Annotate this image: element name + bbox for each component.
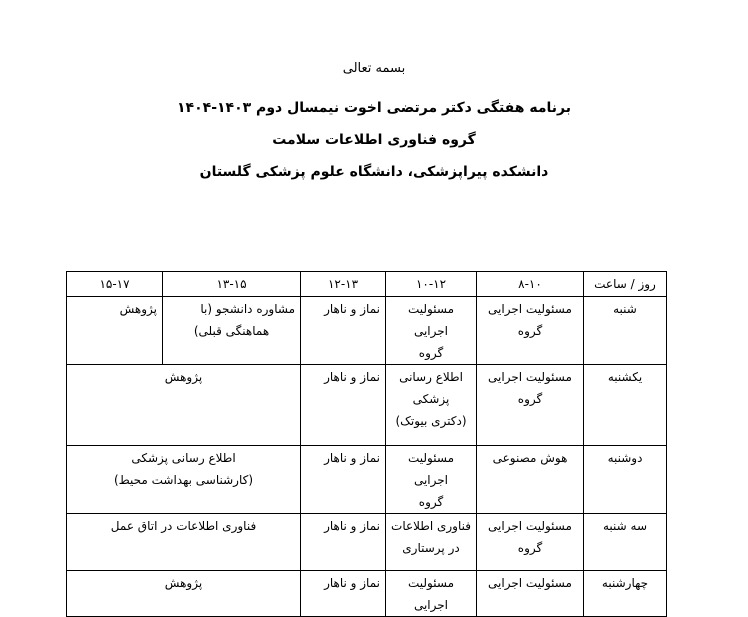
header-slot-10-12: ۱۰-۱۲: [386, 272, 477, 297]
slot-cell: [477, 365, 584, 446]
table-header-row: [67, 272, 667, 297]
slot-cell-merged: فناوری اطلاعات در اتاق عمل: [67, 514, 301, 571]
cell-line: گروه: [418, 495, 444, 509]
slot-cell: پژوهش: [67, 297, 163, 365]
day-cell: سه شنبه: [584, 514, 667, 571]
header-slot-12-13: ۱۲-۱۳: [301, 272, 386, 297]
slot-cell: [386, 514, 477, 571]
slot-cell: مسئولیت اجرایی: [386, 571, 477, 617]
header-slot-15-17: ۱۵-۱۷: [67, 272, 163, 297]
header-slot-8-10: ۸-۱۰: [477, 272, 584, 297]
cell-line: اطلاع رسانی: [399, 370, 463, 384]
cell-line: (کارشناسی بهداشت محیط): [113, 473, 254, 487]
cell-line: گروه: [517, 324, 543, 338]
slot-cell-merged: [67, 446, 301, 514]
cell-line: گروه: [517, 392, 543, 406]
cell-line: گروه: [418, 346, 444, 360]
slot-cell: [163, 297, 301, 365]
slot-cell: نماز و ناهار: [301, 514, 386, 571]
cell-line: گروه: [517, 541, 543, 555]
day-cell: شنبه: [584, 297, 667, 365]
slot-cell: مسئولیت اجرایی: [477, 571, 584, 617]
slot-cell: [386, 446, 477, 514]
slot-cell: [477, 297, 584, 365]
cell-line: مسئولیت اجرایی: [407, 451, 454, 487]
cell-line: (دکتری بیوتک): [395, 414, 467, 428]
slot-cell-merged: پژوهش: [67, 571, 301, 617]
cell-line: در پرستاری: [402, 541, 460, 555]
slot-cell: [386, 297, 477, 365]
department-title: گروه فناوری اطلاعات سلامت: [272, 132, 476, 148]
cell-line: هماهنگی قبلی): [193, 324, 270, 338]
table-row: [67, 365, 667, 446]
slot-cell: هوش مصنوعی: [477, 446, 584, 514]
table-row: [67, 514, 667, 571]
slot-cell-merged: پژوهش: [67, 365, 301, 446]
cell-line: مشاوره دانشجو (با: [200, 302, 295, 316]
bismillah-heading: بسمه تعالی: [342, 61, 406, 76]
cell-line: پزشکی: [412, 392, 450, 406]
schedule-title: برنامه هفتگی دکتر مرتضی اخوت نیمسال دوم ۱۴۰۳-۱۴۰۴: [177, 100, 571, 116]
weekly-schedule-table: [66, 271, 667, 617]
header-slot-13-15: ۱۳-۱۵: [163, 272, 301, 297]
table-row: [67, 297, 667, 365]
header-day-time: روز / ساعت: [584, 272, 667, 297]
cell-line: فناوری اطلاعات: [391, 519, 471, 533]
day-cell: یکشنبه: [584, 365, 667, 446]
day-cell: دوشنبه: [584, 446, 667, 514]
slot-cell: نماز و ناهار: [301, 297, 386, 365]
cell-line: مسئولیت اجرایی: [488, 302, 572, 316]
slot-cell: [477, 514, 584, 571]
table-row: [67, 446, 667, 514]
cell-line: اطلاع رسانی پزشکی: [131, 451, 236, 465]
table-row: [67, 571, 667, 617]
slot-cell: نماز و ناهار: [301, 571, 386, 617]
slot-cell: نماز و ناهار: [301, 446, 386, 514]
slot-cell: [386, 365, 477, 446]
day-cell: چهارشنبه: [584, 571, 667, 617]
faculty-title: دانشکده پیراپزشکی، دانشگاه علوم پزشکی گلستان: [199, 164, 549, 180]
cell-line: مسئولیت اجرایی: [488, 370, 572, 384]
slot-cell: نماز و ناهار: [301, 365, 386, 446]
cell-line: مسئولیت اجرایی: [488, 519, 572, 533]
cell-line: مسئولیت اجرایی: [407, 302, 454, 338]
